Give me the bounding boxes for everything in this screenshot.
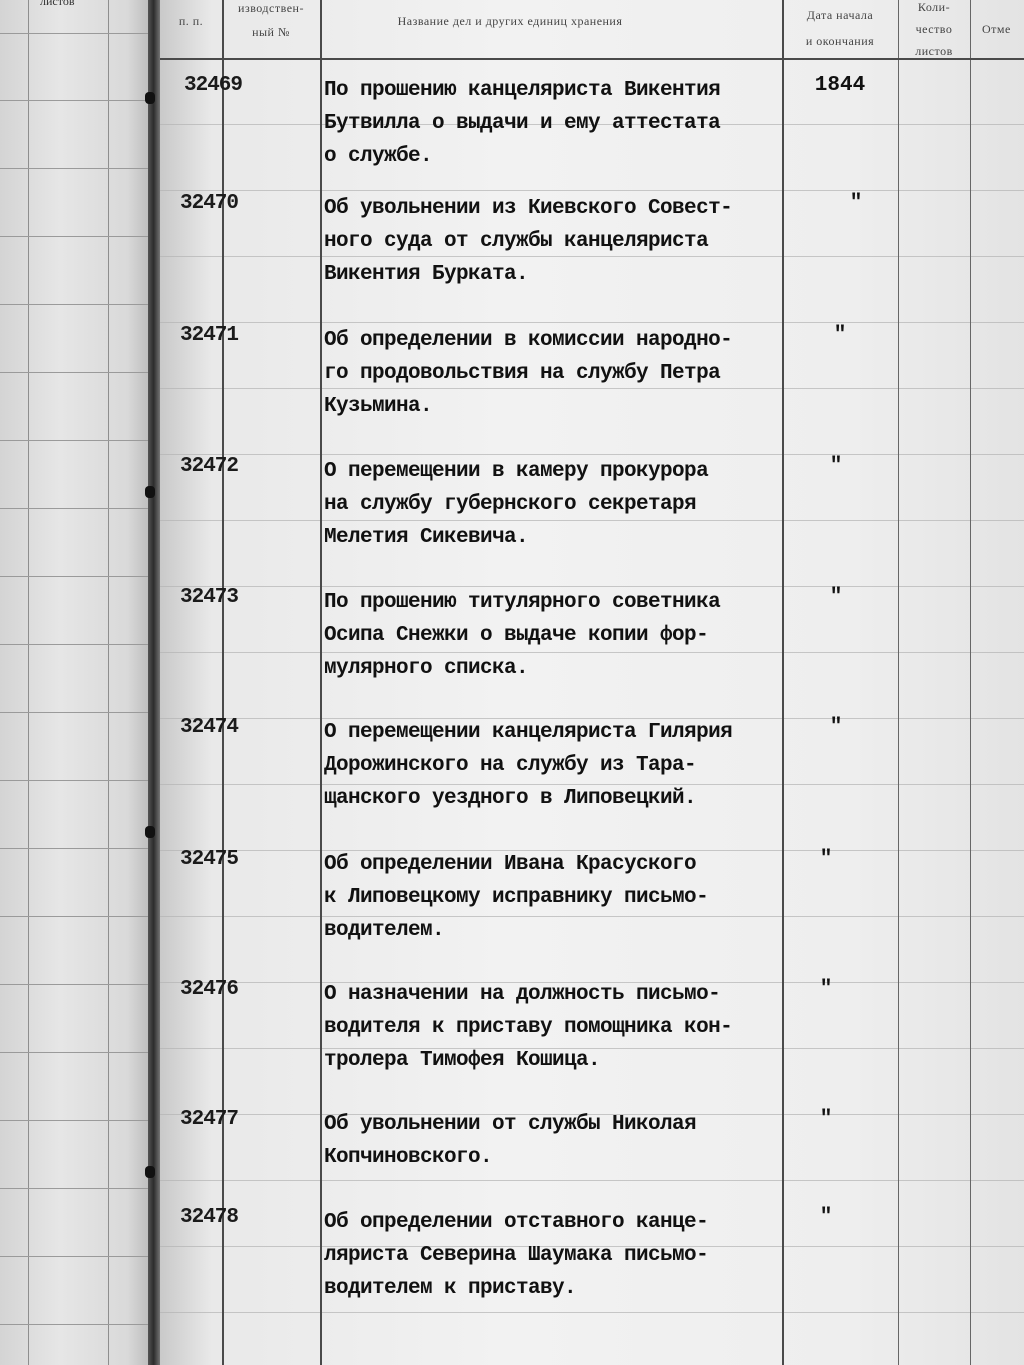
- entry-date: ": [819, 848, 833, 871]
- ruled-line: [160, 1312, 1024, 1313]
- ruled-line: [160, 322, 1024, 323]
- entry-number: 32472: [180, 455, 239, 478]
- left-page-rule: [0, 848, 150, 849]
- entry-date: ": [819, 1206, 833, 1229]
- header-col-title: Название дел и других единиц хранения: [397, 14, 623, 28]
- left-page-rule: [0, 712, 150, 713]
- left-page-rule: [0, 1120, 150, 1121]
- entry-number: 32473: [180, 586, 239, 609]
- entry-date: ": [829, 716, 843, 739]
- entry-date: ": [819, 978, 833, 1001]
- binding-thread: [145, 92, 155, 104]
- left-page-rule: [0, 1188, 150, 1189]
- entry-date: ": [829, 455, 843, 478]
- left-page-column-line: [108, 0, 109, 1365]
- left-page-rule: [0, 1324, 150, 1325]
- entry-number: 32470: [180, 192, 239, 215]
- binding-thread: [145, 486, 155, 498]
- entry-title: О назначении на должность письмо- водителя к приставу помощника кон- тролера Тимофея Кошица.: [324, 983, 733, 1072]
- entry-title: О перемещении в камеру прокурора на службу губернского секретаря Мелетия Сикевича.: [324, 460, 709, 549]
- previous-page: [0, 0, 150, 1365]
- binding-thread: [145, 1166, 155, 1178]
- left-page-rule: [0, 644, 150, 645]
- entry-title: Об определении в комиссии народно- го продовольствия на службу Петра Кузьмина.: [324, 329, 733, 418]
- binding-thread: [145, 826, 155, 838]
- left-page-rule: [0, 304, 150, 305]
- left-page-rule: [0, 508, 150, 509]
- left-page-rule: [0, 1256, 150, 1257]
- entry-title: По прошению титулярного советника Осипа Снежки о выдаче копии фор- мулярного списка.: [324, 591, 721, 680]
- column-divider: [320, 0, 322, 1365]
- entry-number: 32475: [180, 848, 239, 871]
- entry-date: 1844: [814, 74, 866, 97]
- header-col-notes: Отме: [982, 22, 1011, 36]
- left-page-rule: [0, 984, 150, 985]
- left-page-rule: [0, 168, 150, 169]
- entry-title: Об определении отставного канце- ляриста Северина Шаумака письмо- водителем к приставу.: [324, 1211, 709, 1300]
- entry-date: ": [849, 192, 863, 215]
- entry-number: 32478: [180, 1206, 239, 1229]
- entry-number: 32471: [180, 324, 239, 347]
- entry-date: ": [819, 1108, 833, 1131]
- left-page-rule: [0, 780, 150, 781]
- entry-number: 32474: [180, 716, 239, 739]
- left-page-header: листов: [40, 0, 75, 8]
- left-page-rule: [0, 1052, 150, 1053]
- left-page-rule: [0, 916, 150, 917]
- left-page-rule: [0, 236, 150, 237]
- entry-title: О перемещении канцеляриста Гилярия Дорожинского на службу из Тара- щанского уездного в Липовецкий.: [324, 721, 733, 810]
- entry-number: 32469: [184, 74, 243, 97]
- header-col-number: п. п.: [178, 14, 204, 28]
- entry-title: Об определении Ивана Красуского к Липовецкому исправнику письмо- водителем.: [324, 853, 709, 942]
- ruled-line: [160, 1180, 1024, 1181]
- left-page-rule: [0, 372, 150, 373]
- header-rule: [160, 58, 1024, 60]
- entry-title: Об увольнении от службы Николая Копчиновского.: [324, 1113, 697, 1169]
- inventory-page: [160, 0, 1024, 1365]
- header-col-sheet-count: Коли- чество листов: [915, 0, 953, 58]
- left-page-rule: [0, 33, 150, 34]
- entry-number: 32477: [180, 1108, 239, 1131]
- entry-title: Об увольнении из Киевского Совест- ного суда от службы канцеляриста Викентия Бурката.: [324, 197, 733, 286]
- header-col-production-number: изводствен- ный №: [238, 1, 304, 39]
- entry-title: По прошению канцеляриста Викентия Бутвилла о выдачи и ему аттестата о службе.: [324, 79, 721, 168]
- entry-date: ": [833, 324, 847, 347]
- entry-number: 32476: [180, 978, 239, 1001]
- left-page-column-line: [28, 0, 29, 1365]
- entry-date: ": [829, 586, 843, 609]
- column-divider: [970, 0, 971, 1365]
- left-page-rule: [0, 440, 150, 441]
- ruled-line: [160, 190, 1024, 191]
- header-col-dates: Дата начала и окончания: [805, 8, 875, 48]
- left-page-rule: [0, 576, 150, 577]
- left-page-rule: [0, 100, 150, 101]
